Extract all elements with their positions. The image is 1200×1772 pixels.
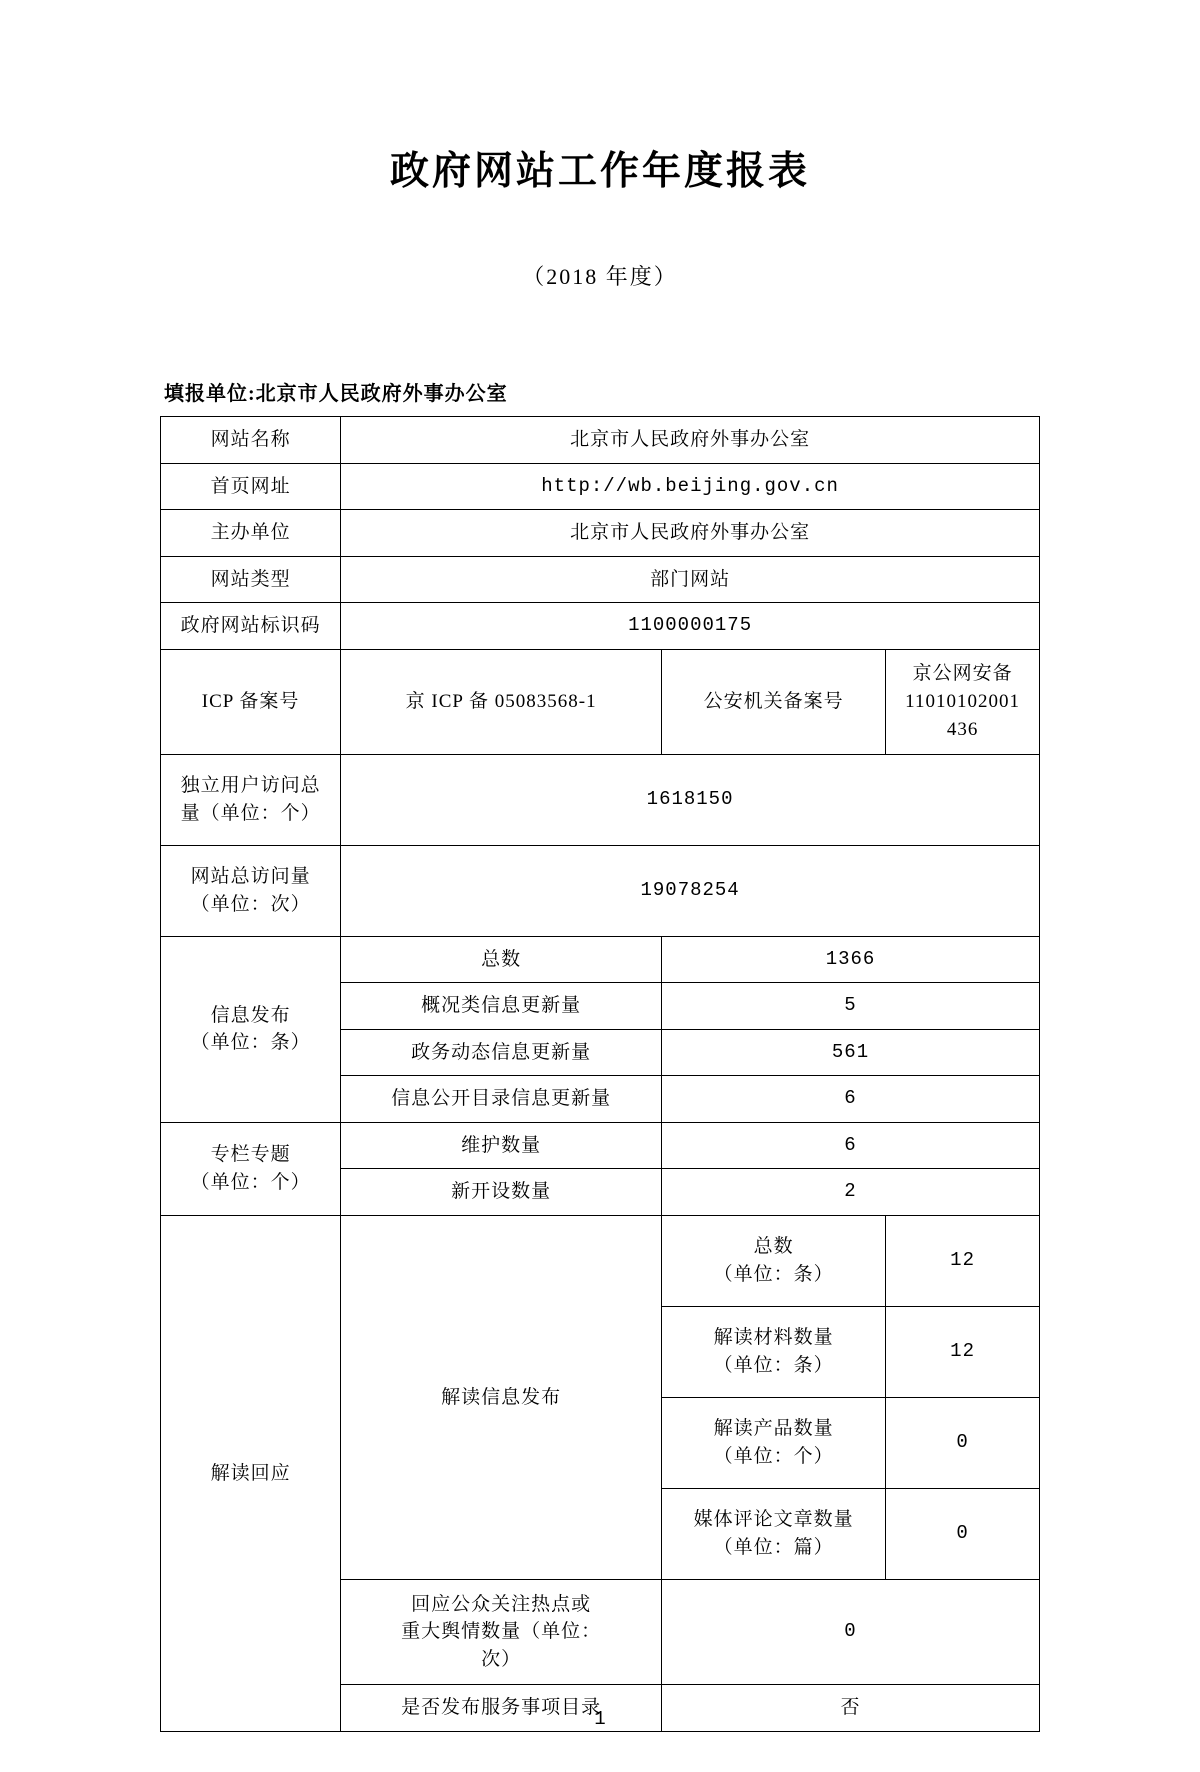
interpret-total-label-line2: （单位：条） bbox=[713, 1264, 834, 1286]
table-row bbox=[161, 603, 1040, 650]
interpret-release-label: 解读信息发布 bbox=[341, 1216, 662, 1580]
police-record-value-line1: 京公网安备 bbox=[912, 663, 1013, 685]
table-row bbox=[161, 1216, 1040, 1307]
media-comment-label-line2: （单位：篇） bbox=[713, 1537, 834, 1559]
table-row bbox=[161, 649, 1040, 754]
table-row bbox=[161, 510, 1040, 557]
interpret-product-value: 0 bbox=[886, 1398, 1040, 1489]
media-comment-label bbox=[662, 1489, 886, 1580]
total-visits-label-line2: （单位：次） bbox=[190, 893, 311, 915]
police-record-value bbox=[886, 649, 1040, 754]
unique-visitors-value: 1618150 bbox=[341, 754, 1040, 845]
page-title: 政府网站工作年度报表 bbox=[389, 148, 810, 194]
interpret-material-label-line1: 解读材料数量 bbox=[713, 1327, 834, 1349]
hot-response-label-line3: 次） bbox=[481, 1648, 522, 1670]
info-catalog-label: 信息公开目录信息更新量 bbox=[341, 1076, 662, 1123]
unique-visitors-label bbox=[161, 754, 341, 845]
table-row bbox=[161, 936, 1040, 983]
media-comment-value: 0 bbox=[886, 1489, 1040, 1580]
total-visits-value: 19078254 bbox=[341, 845, 1040, 936]
police-record-value-line2: 11010102001 bbox=[905, 690, 1020, 712]
site-type-label: 网站类型 bbox=[161, 556, 341, 603]
table-row bbox=[161, 417, 1040, 464]
info-overview-label: 概况类信息更新量 bbox=[341, 983, 662, 1030]
info-overview-value: 5 bbox=[662, 983, 1040, 1030]
site-code-value: 1100000175 bbox=[341, 603, 1040, 650]
column-topic-label-line1: 专栏专题 bbox=[210, 1144, 291, 1166]
reporting-unit-line bbox=[164, 377, 1040, 406]
info-release-label-line2: （单位：条） bbox=[190, 1032, 311, 1054]
homepage-value: http://wb.beijing.gov.cn bbox=[341, 463, 1040, 510]
interpret-response-label: 解读回应 bbox=[161, 1216, 341, 1732]
column-maintain-value: 6 bbox=[662, 1122, 1040, 1169]
police-record-label: 公安机关备案号 bbox=[662, 649, 886, 754]
info-total-label: 总数 bbox=[341, 936, 662, 983]
total-visits-label bbox=[161, 845, 341, 936]
info-release-label bbox=[161, 936, 341, 1122]
hot-response-label-line1: 回应公众关注热点或 bbox=[411, 1593, 592, 1615]
reporting-unit-label: 填报单位: bbox=[164, 383, 256, 405]
column-topic-label bbox=[161, 1122, 341, 1215]
info-total-value: 1366 bbox=[662, 936, 1040, 983]
site-name-label: 网站名称 bbox=[161, 417, 341, 464]
page-subtitle: （2018 年度） bbox=[522, 264, 678, 289]
info-dynamic-value: 561 bbox=[662, 1029, 1040, 1076]
police-record-value-line3: 436 bbox=[946, 718, 979, 740]
interpret-total-label bbox=[662, 1216, 886, 1307]
unique-visitors-label-line1: 独立用户访问总 bbox=[180, 775, 321, 797]
icp-value: 京 ICP 备 05083568-1 bbox=[341, 649, 662, 754]
column-new-label: 新开设数量 bbox=[341, 1169, 662, 1216]
sponsor-label: 主办单位 bbox=[161, 510, 341, 557]
column-maintain-label: 维护数量 bbox=[341, 1122, 662, 1169]
site-name-value: 北京市人民政府外事办公室 bbox=[341, 417, 1040, 464]
service-catalog-label: 是否发布服务事项目录 bbox=[341, 1685, 662, 1732]
column-topic-label-line2: （单位：个） bbox=[190, 1171, 311, 1193]
hot-response-label-line2: 重大舆情数量（单位： bbox=[401, 1621, 602, 1643]
total-visits-label-line1: 网站总访问量 bbox=[190, 866, 311, 888]
info-release-label-line1: 信息发布 bbox=[210, 1004, 291, 1026]
interpret-total-label-line1: 总数 bbox=[753, 1236, 794, 1258]
service-catalog-value: 否 bbox=[662, 1685, 1040, 1732]
hot-response-label bbox=[341, 1580, 662, 1685]
table-row bbox=[161, 556, 1040, 603]
annual-report-table bbox=[160, 416, 1040, 1732]
interpret-product-label-line2: （单位：个） bbox=[713, 1446, 834, 1468]
page-number: 1 bbox=[594, 1707, 606, 1730]
homepage-label: 首页网址 bbox=[161, 463, 341, 510]
interpret-material-label bbox=[662, 1307, 886, 1398]
hot-response-value: 0 bbox=[662, 1580, 1040, 1685]
interpret-product-label-line1: 解读产品数量 bbox=[713, 1418, 834, 1440]
info-dynamic-label: 政务动态信息更新量 bbox=[341, 1029, 662, 1076]
sponsor-value: 北京市人民政府外事办公室 bbox=[341, 510, 1040, 557]
info-catalog-value: 6 bbox=[662, 1076, 1040, 1123]
media-comment-label-line1: 媒体评论文章数量 bbox=[693, 1509, 854, 1531]
reporting-unit-value: 北京市人民政府外事办公室 bbox=[255, 383, 508, 405]
site-code-label: 政府网站标识码 bbox=[161, 603, 341, 650]
column-new-value: 2 bbox=[662, 1169, 1040, 1216]
interpret-product-label bbox=[662, 1398, 886, 1489]
table-row bbox=[161, 463, 1040, 510]
unique-visitors-label-line2: 量（单位：个） bbox=[180, 802, 321, 824]
interpret-total-value: 12 bbox=[886, 1216, 1040, 1307]
interpret-material-label-line2: （单位：条） bbox=[713, 1355, 834, 1377]
interpret-material-value: 12 bbox=[886, 1307, 1040, 1398]
table-row bbox=[161, 754, 1040, 845]
table-row bbox=[161, 1122, 1040, 1169]
icp-label: ICP 备案号 bbox=[161, 649, 341, 754]
table-row bbox=[161, 845, 1040, 936]
site-type-value: 部门网站 bbox=[341, 556, 1040, 603]
